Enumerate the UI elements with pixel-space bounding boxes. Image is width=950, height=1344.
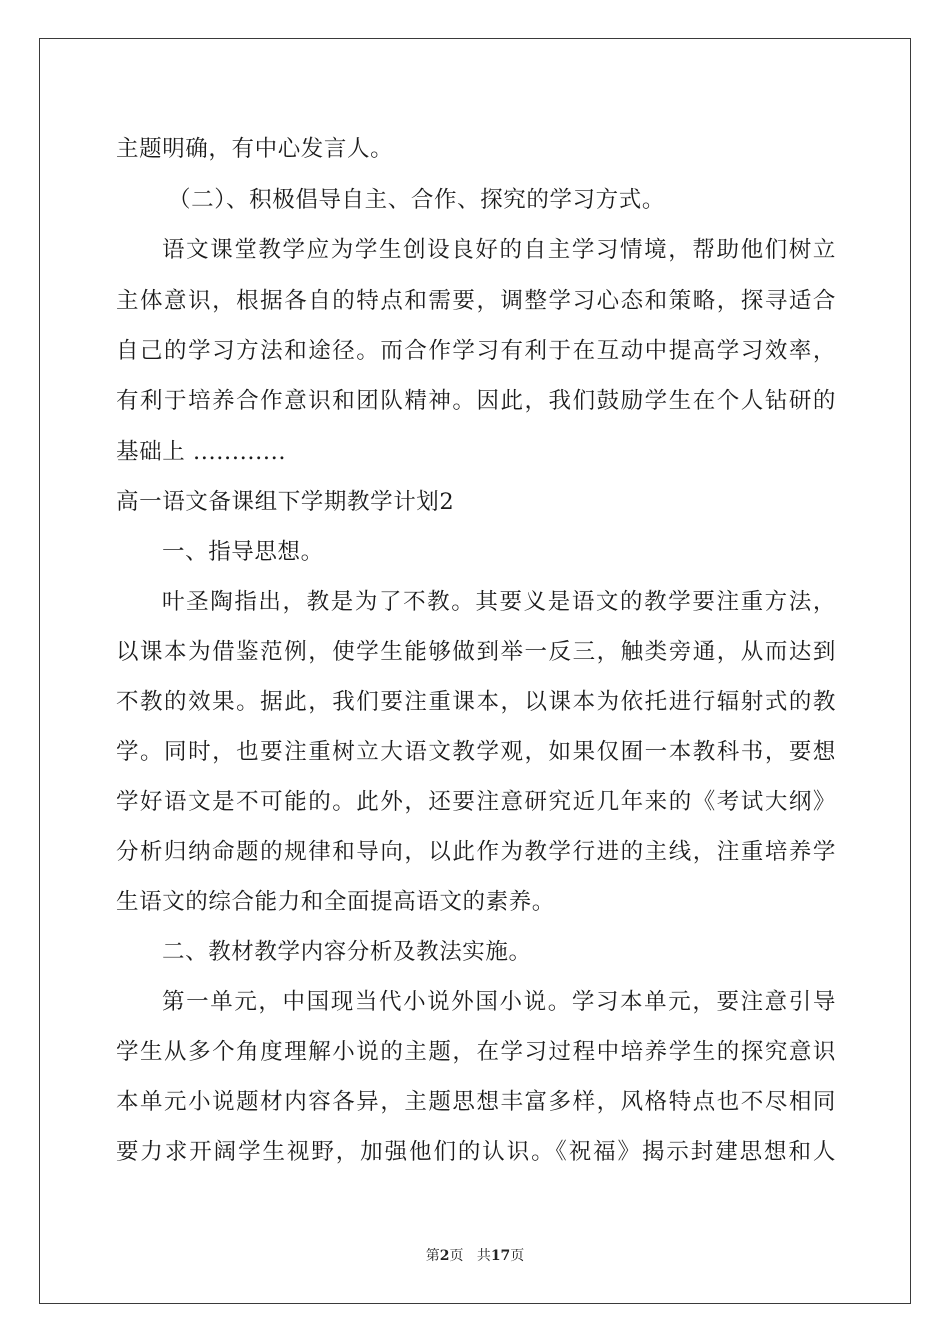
paragraph-line: 自己的学习方法和途径。而合作学习有利于在互动中提高学习效率，: [116, 338, 836, 364]
page-number-current: 2: [439, 1248, 450, 1264]
page-number-prefix: 第: [425, 1248, 440, 1264]
section-heading: 二、教材教学内容分析及教法实施。: [162, 939, 532, 965]
paragraph-line: 学。同时，也要注重树立大语文教学观，如果仅囿一本教科书，要想: [116, 739, 836, 765]
paragraph-line: 以课本为借鉴范例，使学生能够做到举一反三，触类旁通，从而达到: [116, 639, 836, 665]
paragraph-line: 语文课堂教学应为学生创设良好的自主学习情境，帮助他们树立: [162, 237, 836, 263]
page-number-suffix: 页: [449, 1248, 464, 1264]
paragraph-line: 不教的效果。据此，我们要注重课本，以课本为依托进行辐射式的教: [116, 689, 836, 715]
page-footer: [0, 1246, 950, 1266]
paragraph-line: 要力求开阔学生视野，加强他们的认识。《祝福》揭示封建思想和人: [116, 1139, 836, 1165]
paragraph-line: 主题明确，有中心发言人。: [116, 136, 394, 162]
page-total-prefix: 共: [476, 1248, 491, 1264]
paragraph-line: 基础上 ............: [116, 439, 287, 465]
paragraph-line: 生语文的综合能力和全面提高语文的素养。: [116, 889, 555, 915]
document-title: 高一语文备课组下学期教学计划2: [116, 489, 455, 515]
section-heading: 一、指导思想。: [162, 539, 324, 565]
paragraph-line: 学好语文是不可能的。此外，还要注意研究近几年来的《考试大纲》: [116, 789, 836, 815]
paragraph-line: 第一单元，中国现当代小说外国小说。学习本单元，要注意引导: [162, 989, 836, 1015]
page-total-count: 17: [490, 1248, 511, 1264]
paragraph-line: 主体意识，根据各自的特点和需要，调整学习心态和策略，探寻适合: [116, 288, 836, 314]
page-total-suffix: 页: [510, 1248, 525, 1264]
paragraph-line: 分析归纳命题的规律和导向，以此作为教学行进的主线，注重培养学: [116, 839, 836, 865]
section-heading: （二）、积极倡导自主、合作、探究的学习方式。: [168, 187, 665, 213]
paragraph-line: 学生从多个角度理解小说的主题，在学习过程中培养学生的探究意识: [116, 1039, 836, 1065]
paragraph-line: 有利于培养合作意识和团队精神。因此，我们鼓励学生在个人钻研的: [116, 388, 836, 414]
paragraph-line: 本单元小说题材内容各异，主题思想丰富多样，风格特点也不尽相同: [116, 1089, 836, 1115]
paragraph-line: 叶圣陶指出，教是为了不教。其要义是语文的教学要注重方法，: [162, 589, 836, 615]
